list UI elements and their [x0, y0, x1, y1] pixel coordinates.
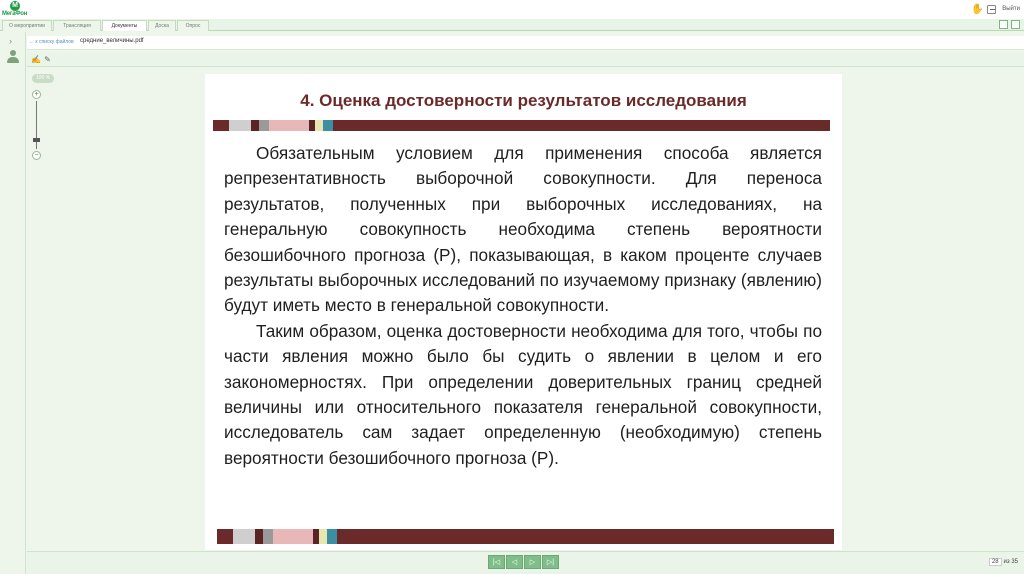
tab-bar [0, 19, 1024, 31]
zoom-slider[interactable] [32, 90, 42, 160]
stripe-segment [213, 120, 229, 131]
tab-documents[interactable]: Документы [102, 20, 147, 31]
logo-text: МегаФон [2, 11, 28, 17]
file-name: средние_величины.pdf [80, 38, 144, 44]
next-page-button[interactable]: ▷ [524, 555, 541, 569]
stripe-segment [269, 120, 291, 131]
zoom-thumb[interactable] [33, 138, 40, 142]
tab-about[interactable]: О мероприятии [2, 20, 52, 31]
slide-title: 4. Оценка достоверности результатов исследования [300, 91, 747, 110]
last-page-button[interactable]: ▷| [542, 555, 559, 569]
logo-mark: М [10, 1, 20, 11]
left-sidebar [0, 32, 26, 574]
page-counter [989, 558, 1018, 566]
tab-board[interactable]: Доска [148, 20, 176, 31]
stripe-segment [337, 529, 834, 544]
pager-bar [27, 551, 1024, 574]
stripe-segment [291, 120, 309, 131]
back-to-files-link[interactable]: ← к списку файлов [29, 39, 74, 45]
decorative-stripe-bottom [217, 529, 834, 544]
slide-body [224, 141, 822, 471]
pager [488, 555, 559, 569]
logout-icon[interactable] [987, 5, 996, 14]
raise-hand-icon[interactable]: ✋ [971, 3, 984, 15]
zoom-in-icon[interactable]: + [32, 90, 41, 99]
zoom-level: 100 % [32, 74, 54, 83]
tab-broadcast[interactable]: Трансляция [53, 20, 101, 31]
current-page-input[interactable]: 28 [989, 558, 1002, 566]
pointer-tool-icon[interactable]: ✍ [31, 55, 41, 64]
stripe-segment [263, 529, 273, 544]
stripe-segment [229, 120, 251, 131]
zoom-out-icon[interactable]: − [32, 151, 41, 160]
stripe-segment [323, 120, 333, 131]
stripe-segment [333, 120, 830, 131]
stripe-segment [315, 120, 323, 131]
stripe-segment [233, 529, 255, 544]
pencil-tool-icon[interactable]: ✎ [44, 55, 51, 64]
megafon-logo [2, 0, 42, 19]
stripe-segment [319, 529, 327, 544]
first-page-button[interactable]: |◁ [488, 555, 505, 569]
stripe-segment [259, 120, 269, 131]
prev-page-button[interactable]: ◁ [506, 555, 523, 569]
chevron-right-icon[interactable]: › [9, 36, 12, 46]
maximize-window-button[interactable] [1011, 20, 1020, 29]
top-bar [0, 0, 1024, 19]
stripe-segment [255, 529, 263, 544]
slide-paragraph: Обязательным условием для применения способа является репрезентативность выборочной совокупности. Для переноса результатов, полученных при выборочных исследованиях, на генеральную совокупность необходима степень вероятности безошибочного прогноза (Р), показывающая, в каком проценте случаев результаты выборочных исследований по изучаемому признаку (явлению) будут иметь место в генеральной совокупности. [224, 143, 822, 316]
total-pages-label: из 35 [1003, 559, 1018, 565]
slide-page [205, 74, 842, 550]
restore-window-button[interactable] [999, 20, 1008, 29]
decorative-stripe-top [213, 120, 830, 131]
user-icon[interactable] [7, 50, 19, 64]
stripe-segment [295, 529, 313, 544]
logout-button[interactable]: Выйти [1002, 6, 1020, 12]
document-viewer [27, 68, 1024, 550]
stripe-segment [327, 529, 337, 544]
stripe-segment [251, 120, 259, 131]
stripe-segment [273, 529, 295, 544]
tab-poll[interactable]: Опрос [177, 20, 209, 31]
stripe-segment [217, 529, 233, 544]
breadcrumb [27, 36, 1024, 50]
document-toolbar [27, 52, 1024, 67]
slide-paragraph: Таким образом, оценка достоверности необходима для того, чтобы по части явления можно было бы судить о явлении в целом и его закономерностях. При определении доверительных границ средней величины или относительного показателя генеральной совокупности, исследователь сам задает определенную (необходимую) степень вероятности безошибочного прогноза (Р). [224, 320, 822, 468]
